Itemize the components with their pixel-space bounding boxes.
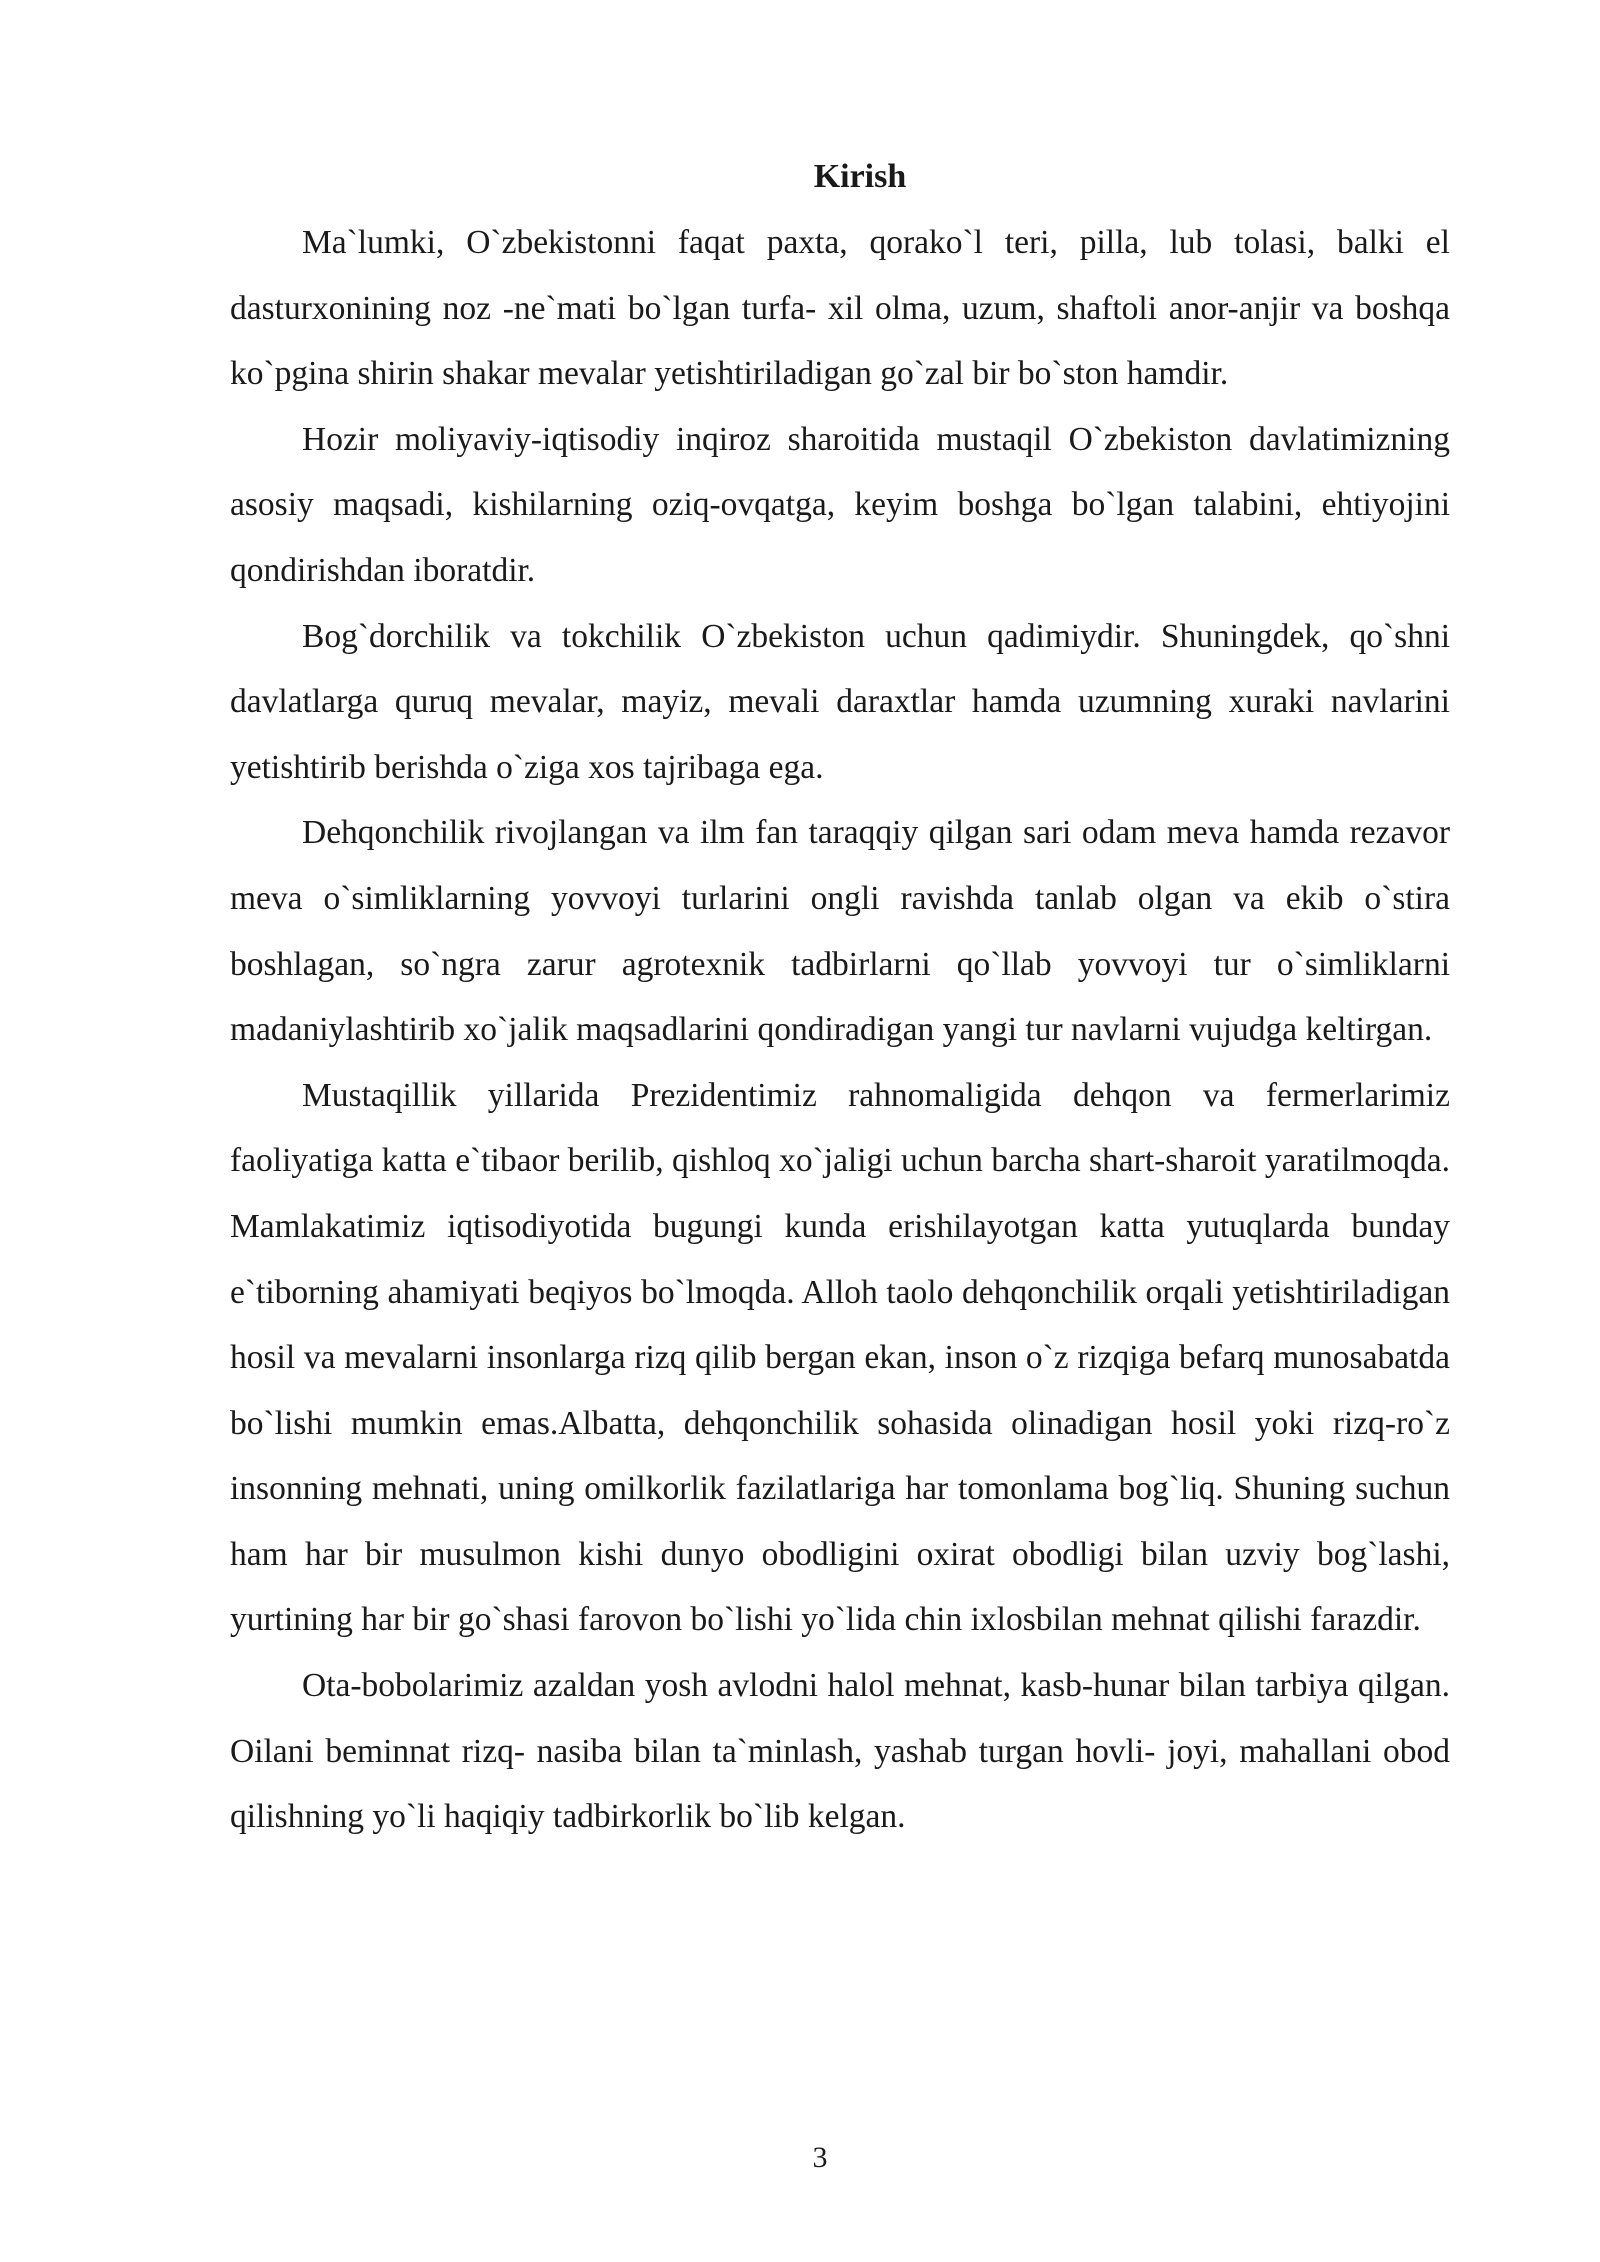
paragraph-2: Hozir moliyaviy-iqtisodiy inqiroz sharoitida mustaqil O`zbekiston davlatimizning asosiy maqsadi, kishilarning oziq-ovqatga, keyim boshga bo`lgan talabini, ehtiyojini qondirishdan iboratdir.: [230, 420, 1450, 589]
paragraph-5: Mustaqillik yillarida Prezidentimiz rahnomaligida dehqon va fermerlarimiz faoliyatiga katta e`tibaor berilib, qishloq xo`jaligi uchun barcha shart-sharoit yaratilmoqda. Mamlakatimiz iqtisodiyotida bugungi kunda erishilayotgan katta yutuqlarda bunday e`tiborning ahamiyati beqiyos bo`lmoqda. Alloh taolo dehqonchilik orqali yetishtiriladigan hosil va mevalarni insonlarga rizq qilib bergan ekan, inson o`z rizqiga befarq munosabatda bo`lishi mumkin emas.Albatta, dehqonchilik sohasida olinadigan hosil yoki rizq-ro`z insonning mehnati, uning omilkorlik fazilatlariga har tomonlama bog`liq. Shuning suchun ham har bir musulmon kishi dunyo obodligini oxirat obodligi bilan uzviy bog`lashi, yurtining har bir go`shasi farovon bo`lishi yo`lida chin ixlosbilan mehnat qilishi farazdir.: [230, 1076, 1450, 1639]
page-number: 3: [812, 2141, 828, 2174]
page-title: Kirish: [813, 158, 907, 195]
paragraph-6: Ota-bobolarimiz azaldan yosh avlodni halol mehnat, kasb-hunar bilan tarbiya qilgan. Oilani beminnat rizq- nasiba bilan ta`minlash, yashab turgan hovli- joyi, mahallani obod qilishning yo`li haqiqiy tadbirkorlik bo`lib kelgan.: [230, 1667, 1450, 1836]
paragraph-3: Bog`dorchilik va tokchilik O`zbekiston uchun qadimiydir. Shuningdek, qo`shni davlatlarga quruq mevalar, mayiz, mevali daraxtlar hamda uzumning xuraki navlarini yetishtirib berishda o`ziga xos tajribaga ega.: [230, 617, 1450, 786]
page-content: [230, 150, 1450, 1850]
paragraph-1: Ma`lumki, O`zbekistonni faqat paxta, qorako`l teri, pilla, lub tolasi, balki el dasturxonining noz -ne`mati bo`lgan turfa- xil olma, uzum, shaftoli anor-anjir va boshqa ko`pgina shirin shakar mevalar yetishtiriladigan go`zal bir bo`ston hamdir.: [230, 224, 1450, 393]
paragraph-4: Dehqonchilik rivojlangan va ilm fan taraqqiy qilgan sari odam meva hamda rezavor meva o`simliklarning yovvoyi turlarini ongli ravishda tanlab olgan va ekib o`stira boshlagan, so`ngra zarur agrotexnik tadbirlarni qo`llab yovvoyi tur o`simliklarni madaniylashtirib xo`jalik maqsadlarini qondiradigan yangi tur navlarni vujudga keltirgan.: [230, 814, 1450, 1049]
